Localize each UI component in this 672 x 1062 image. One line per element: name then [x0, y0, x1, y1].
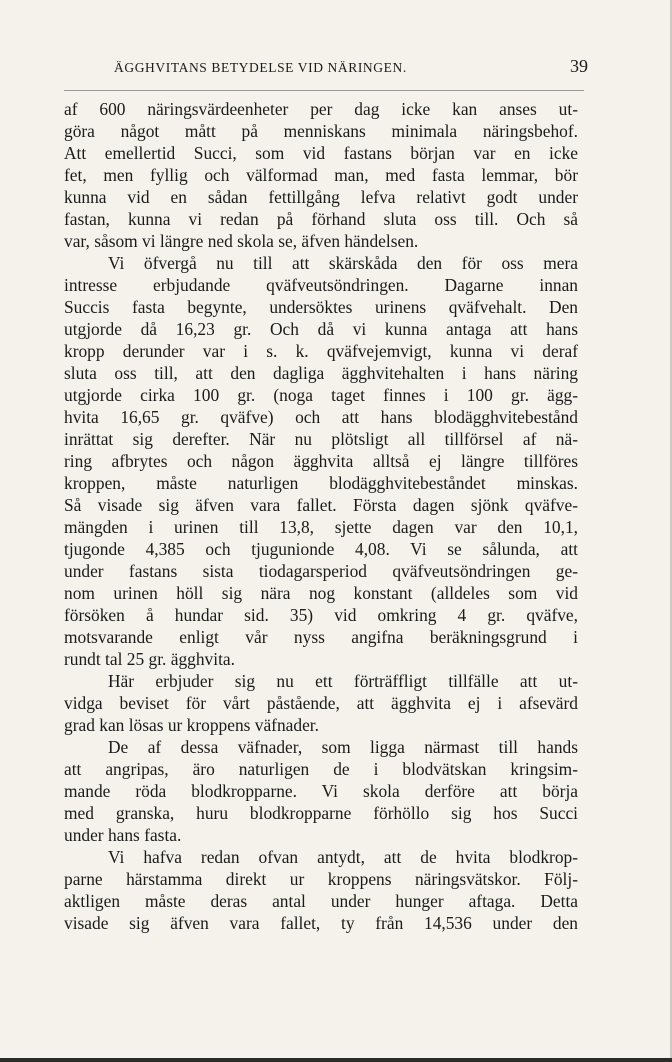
text-line: inrättat sig derefter. När nu plötsligt all tillförsel af nä- — [64, 429, 578, 449]
paragraph — [64, 670, 578, 736]
text-line: under fastans sista tiodagarsperiod qväfveutsöndringen ge- — [64, 561, 578, 581]
text-line: motsvarande enligt vår nyss angifna beräkningsgrund i — [64, 627, 578, 647]
text-line: var, såsom vi längre ned skola se, äfven händelsen. — [64, 231, 419, 251]
text-line: med granska, huru blodkropparne förhöllo sig hos Succi — [64, 803, 578, 823]
scan-bottom-edge — [0, 1058, 672, 1062]
text-line: Här erbjuder sig nu ett förträffligt tillfälle att ut- — [108, 671, 578, 691]
text-line: hvita 16,65 gr. qväfve) och att hans blodägghvitebestånd — [64, 407, 578, 427]
text-line: aktligen måste deras antal under hunger aftaga. Detta — [64, 891, 578, 911]
paragraph — [64, 98, 578, 252]
text-line: Att emellertid Succi, som vid fastans början var en icke — [64, 143, 578, 163]
text-line: tjugonde 4,385 och tjugunionde 4,08. Vi se sålunda, att — [64, 539, 578, 559]
page-number: 39 — [570, 56, 588, 76]
text-line: försöken å hundar sid. 35) vid omkring 4 gr. qväfve, — [64, 605, 578, 625]
body-text — [64, 98, 578, 934]
text-line: rundt tal 25 gr. ägghvita. — [64, 649, 235, 669]
text-line: Vi öfvergå nu till att skärskåda den för oss mera — [108, 253, 578, 273]
paragraph — [64, 846, 578, 934]
text-line: att angripas, äro naturligen de i blodvätskan kringsim- — [64, 759, 578, 779]
text-line: utgjorde då 16,23 gr. Och då vi kunna antaga att hans — [64, 319, 578, 339]
running-title: ÄGGHVITANS BETYDELSE VID NÄRINGEN. — [114, 60, 407, 75]
text-line: grad kan lösas ur kroppens väfnader. — [64, 715, 319, 735]
text-line: Vi hafva redan ofvan antydt, att de hvita blodkrop- — [108, 847, 578, 867]
text-line: intresse erbjudande qväfveutsöndringen. Dagarne innan — [64, 275, 578, 295]
header-rule — [64, 90, 584, 91]
page-header — [64, 56, 596, 86]
text-line: sluta oss till, att den dagliga ägghvitehalten i hans näring — [64, 363, 578, 383]
text-line: kunna vid en sådan fettillgång lefva relativt godt under — [64, 187, 578, 207]
text-line: göra något mått på menniskans minimala näringsbehof. — [64, 121, 578, 141]
paragraph — [64, 252, 578, 670]
text-line: fet, men fyllig och välformad man, med fasta lemmar, bör — [64, 165, 578, 185]
text-line: under hans fasta. — [64, 825, 182, 845]
text-line: ring afbrytes och någon ägghvita alltså ej längre tillföres — [64, 451, 578, 471]
text-line: Så visade sig äfven vara fallet. Första dagen sjönk qväfve- — [64, 495, 578, 515]
text-line: mängden i urinen till 13,8, sjette dagen var den 10,1, — [64, 517, 578, 537]
paragraph — [64, 736, 578, 846]
text-line: utgjorde cirka 100 gr. (noga taget finnes i 100 gr. ägg- — [64, 385, 578, 405]
text-line: mande röda blodkropparne. Vi skola derföre att börja — [64, 781, 578, 801]
text-line: vidga beviset för vårt påstående, att ägghvita ej i afsevärd — [64, 693, 578, 713]
text-line: Succis fasta begynte, undersöktes urinens qväfvehalt. Den — [64, 297, 578, 317]
text-line: nom urinen höll sig nära nog konstant (alldeles som vid — [64, 583, 578, 603]
text-line: visade sig äfven vara fallet, ty från 14,536 under den — [64, 913, 578, 933]
text-line: parne härstamma direkt ur kroppens näringsvätskor. Följ- — [64, 869, 578, 889]
text-line: kroppen, måste naturligen blodägghvitebeståndet minskas. — [64, 473, 578, 493]
text-line: fastan, kunna vi redan på förhand sluta oss till. Och så — [64, 209, 578, 229]
text-line: af 600 näringsvärdeenheter per dag icke kan anses ut- — [64, 99, 578, 119]
text-line: kropp derunder var i s. k. qväfvejemvigt, kunna vi deraf — [64, 341, 578, 361]
text-line: De af dessa väfnader, som ligga närmast till hands — [108, 737, 578, 757]
